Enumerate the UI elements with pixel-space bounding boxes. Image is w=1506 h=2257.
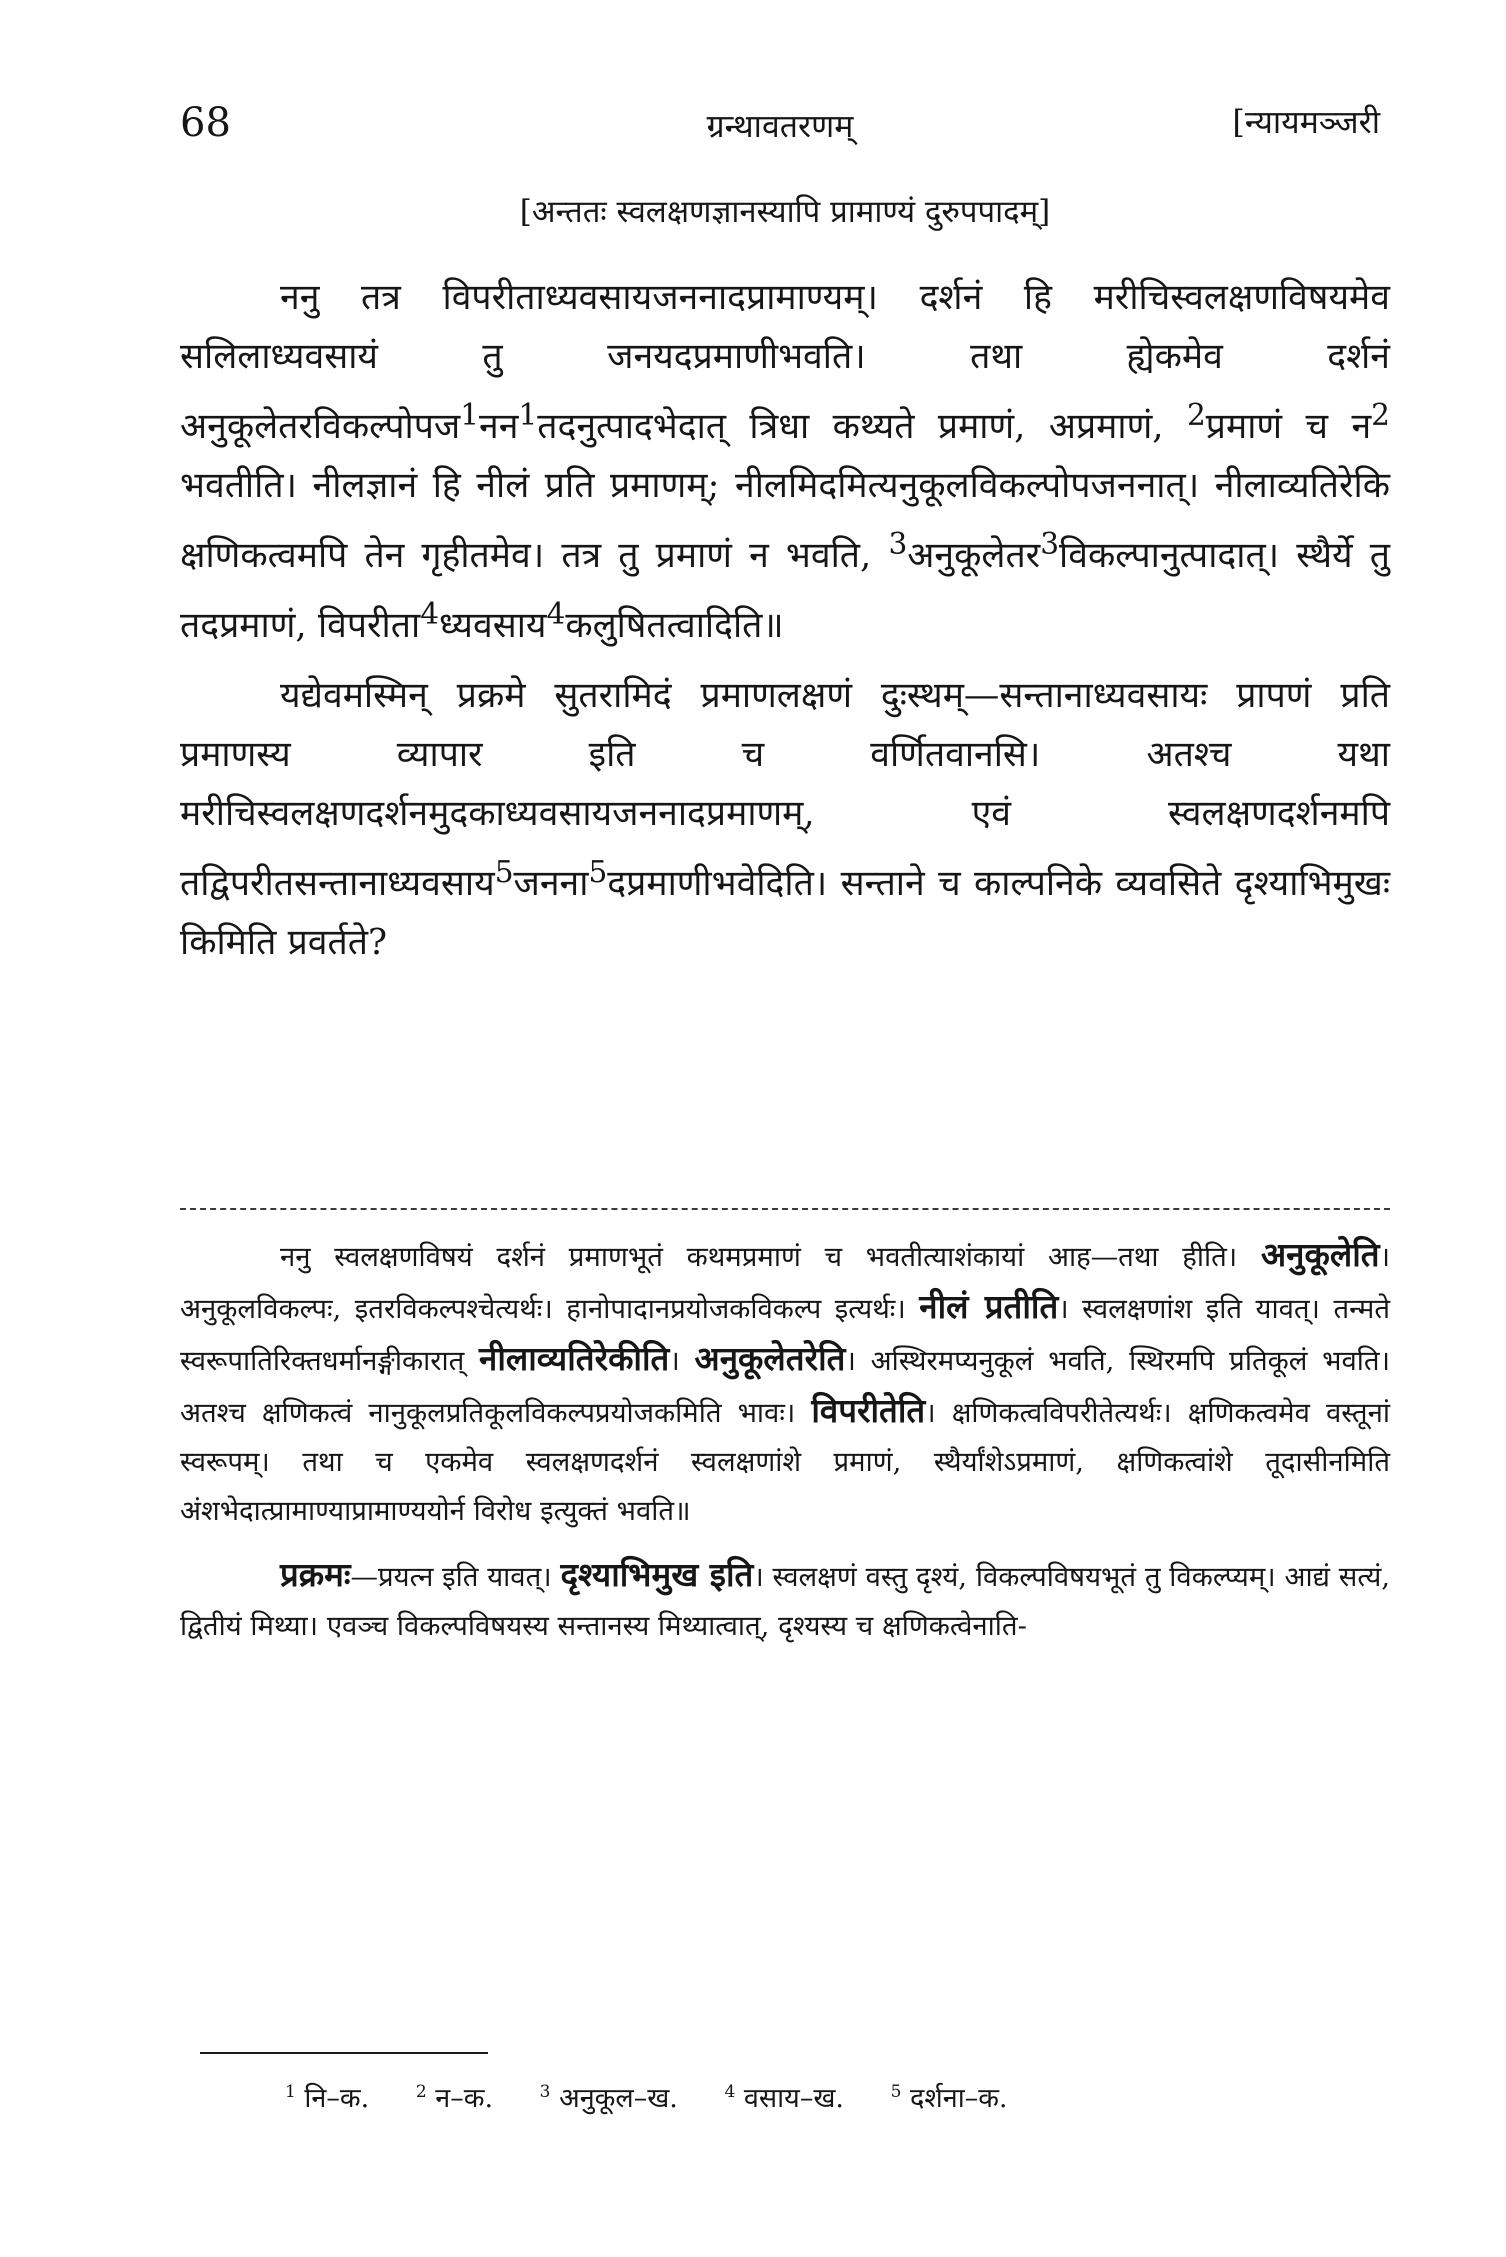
commentary-paragraph-2: प्रक्रमः—प्रयत्न इति यावत्। दृश्याभिमुख इति। स्वलक्षणं वस्तु दृश्यं, विकल्पविषयभूतं तु विकल्प्यम्। आद्यं सत्यं, द्वितीयं मिथ्या। एवञ्च विकल्पविषयस्य सन्तानस्य मिथ्यात्वात्, दृश्यस्य च क्षणिकत्वेनाति- <box>180 1555 1391 1642</box>
lemma: प्रक्रमः <box>280 1555 351 1594</box>
footnote-marker: 1 <box>460 398 480 432</box>
book-label: [न्यायमञ्जरी <box>1232 103 1380 141</box>
footnote-marker: 4 <box>420 596 440 631</box>
footnote-marker: 5 <box>494 855 514 890</box>
main-paragraph-1: ननु तत्र विपरीताध्यवसायजननादप्रामाण्यम्। दर्शनं हि मरीचिस्वलक्षणविषयमेव सलिलाध्यवसायं तु जनयदप्रमाणीभवति। तथा ह्येकमेव दर्शनं अनुकूलेतरविकल्पोपज$^1$नन$^1$तदनुत्पादभेदात् त्रिधा कथ्यते प्रमाणं, अप्रमाणं, $^2$प्रमाणं च न$^2$ भवतीति। नीलज्ञानं हि नीलं प्रति प्रमाणम्; नीलमिदमित्यनुकूलविकल्पोपजननात्। नीलाव्यतिरेकि क्षणिकत्वमपि तेन गृहीतमेव। तत्र तु प्रमाणं न भवति, $^3$अनुकूलेतर$^3$विकल्पानुत्पादात्। स्थैर्ये तु तदप्रमाणं, विपरीता$^4$ध्यवसाय$^4$कलुषितत्वादिति॥ <box>180 277 1391 646</box>
lemma: अनुकूलेतरेति <box>694 1339 846 1378</box>
footnote: $^2$ न–क. <box>415 2082 494 2114</box>
page-number: 68 <box>180 100 231 146</box>
footnotes <box>285 2078 1385 2115</box>
commentary-paragraph-1: ननु स्वलक्षणविषयं दर्शनं प्रमाणभूतं कथमप्रमाणं च भवतीत्याशंकायां आह—तथा हीति। अनुकूलेति। अनुकूलविकल्पः, इतरविकल्पश्चेत्यर्थः। हानोपादानप्रयोजकविकल्प इत्यर्थः। नीलं प्रतीति। स्वलक्षणांश इति यावत्। तन्मते स्वरूपातिरिक्तधर्मानङ्गीकारात् नीलाव्यतिरेकीति। अनुकूलेतरेति। अस्थिरमप्यनुकूलं भवति, स्थिरमपि प्रतिकूलं भवति। अतश्च क्षणिकत्वं नानुकूलप्रतिकूलविकल्पप्रयोजकमिति भावः। विपरीतेति। क्षणिकत्वविपरीतेत्यर्थः। क्षणिकत्वमेव वस्तूनां स्वरूपम्। तथा च एकमेव स्वलक्षणदर्शनं स्वलक्षणांशे प्रमाणं, स्थैर्यांशेऽप्रमाणं, क्षणिकत्वांशे तूदासीनमिति अंशभेदात्प्रामाण्याप्रामाण्ययोर्न विरोध इत्युक्तं भवति॥ <box>180 1235 1391 1527</box>
main-text <box>180 268 1390 972</box>
commentary <box>180 1230 1390 1651</box>
footnote-marker: 3 <box>1040 526 1060 561</box>
lemma: अनुकूलेति <box>1260 1235 1380 1274</box>
footnote-marker: 1 <box>518 398 538 432</box>
lemma: नीलाव्यतिरेकीति <box>479 1339 670 1378</box>
commentary-divider <box>180 1208 1390 1210</box>
footnote-marker: 2 <box>1371 398 1390 432</box>
page-header <box>180 100 1380 160</box>
footnote-marker: 2 <box>1186 398 1206 432</box>
footnote: $^4$ वसाय–ख. <box>724 2082 844 2114</box>
footnote-marker: 4 <box>546 596 566 631</box>
footnote-marker: 3 <box>888 526 908 561</box>
section-heading: [अन्ततः स्वलक्षणज्ञानस्यापि प्रामाण्यं दुरुपपादम्] <box>519 194 1051 230</box>
lemma: विपरीतेति <box>811 1391 926 1430</box>
footnote-divider <box>200 2052 488 2054</box>
footnote: $^3$ अनुकूल–ख. <box>539 2082 678 2114</box>
lemma: दृश्याभिमुख इति <box>560 1555 754 1594</box>
footnote: $^5$ दर्शना–क. <box>890 2082 1008 2114</box>
lemma: नीलं प्रतीति <box>919 1287 1059 1326</box>
running-title: ग्रन्थावतरणम् <box>706 107 854 145</box>
footnote: $^1$ नि–क. <box>285 2082 370 2114</box>
footnote-marker: 5 <box>588 855 608 890</box>
main-paragraph-2: यद्येवमस्मिन् प्रक्रमे सुतरामिदं प्रमाणलक्षणं दुःस्थम्—सन्तानाध्यवसायः प्रापणं प्रति प्रमाणस्य व्यापार इति च वर्णितवानसि। अतश्च यथा मरीचिस्वलक्षणदर्शनमुदकाध्यवसायजननादप्रमाणम्, एवं स्वलक्षणदर्शनमपि तद्विपरीतसन्तानाध्यवसाय$^5$जनना$^5$दप्रमाणीभवेदिति। सन्ताने च काल्पनिके व्यवसिते दृश्याभिमुखः किमिति प्रवर्तते? <box>180 675 1390 964</box>
